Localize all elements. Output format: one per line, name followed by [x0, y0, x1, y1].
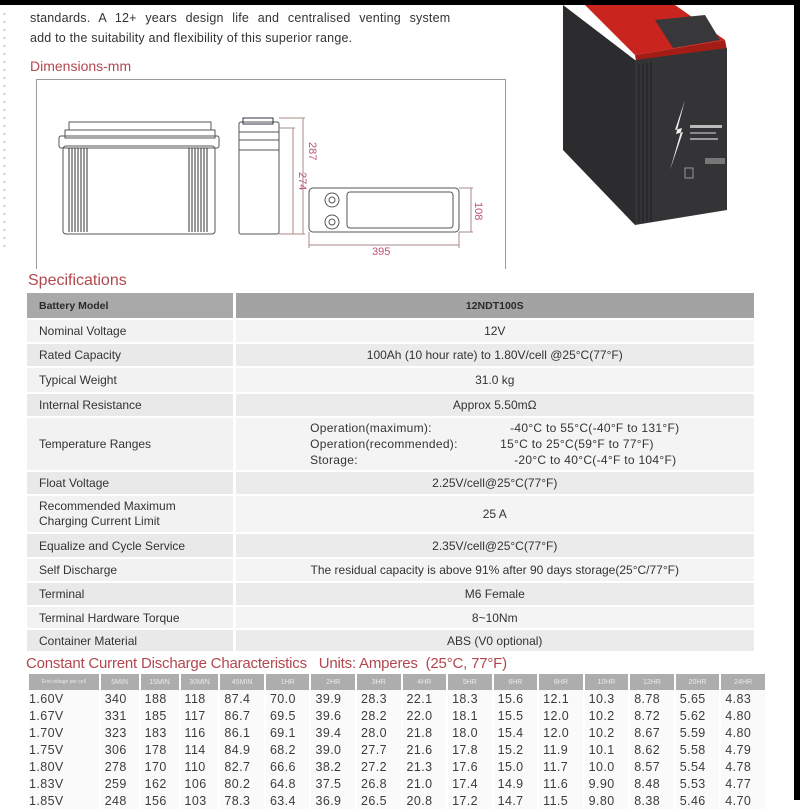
current-cell: 28.2 [357, 707, 401, 724]
spec-row [27, 533, 754, 558]
current-cell: 26.8 [357, 775, 401, 792]
current-cell: 5.59 [676, 724, 720, 741]
end-voltage-cell: 1.75V [29, 741, 99, 758]
spec-label: Internal Resistance [27, 393, 234, 417]
current-cell: 116 [181, 724, 219, 741]
current-cell: 21.3 [403, 758, 447, 775]
discharge-header-cell: 5HR [448, 674, 492, 690]
end-voltage-cell: 1.70V [29, 724, 99, 741]
current-cell: 8.38 [630, 792, 674, 809]
current-cell: 21.8 [403, 724, 447, 741]
current-cell: 26.5 [357, 792, 401, 809]
discharge-header-cell: 24HR [721, 674, 765, 690]
battery-photo [555, 0, 755, 230]
current-cell: 39.4 [311, 724, 355, 741]
current-cell: 12.0 [539, 707, 583, 724]
current-cell: 117 [181, 707, 219, 724]
current-cell: 4.70 [721, 792, 765, 809]
spec-value-temperature [234, 417, 754, 471]
spec-value: Approx 5.50mΩ [234, 393, 754, 417]
temp-line [310, 436, 679, 452]
current-cell: 10.2 [585, 724, 629, 741]
current-cell: 4.80 [721, 724, 765, 741]
discharge-header-cell: 2HR [311, 674, 355, 690]
current-cell: 86.1 [220, 724, 264, 741]
spec-label: Terminal Hardware Torque [27, 606, 234, 629]
current-cell: 15.0 [494, 758, 538, 775]
spec-value: M6 Female [234, 582, 754, 606]
dim-287-label: 287 [306, 142, 318, 161]
current-cell: 80.2 [220, 775, 264, 792]
specifications-table [27, 293, 754, 653]
current-cell: 4.80 [721, 707, 765, 724]
temp-value: -20°C to 40°C(-4°F to 104°F) [514, 453, 677, 467]
spec-value: 31.0 kg [234, 367, 754, 393]
spec-row-temperature [27, 417, 754, 471]
dim-395-label: 395 [372, 246, 391, 258]
current-cell: 106 [181, 775, 219, 792]
current-cell: 8.48 [630, 775, 674, 792]
current-cell: 11.9 [539, 741, 583, 758]
current-cell: 84.9 [220, 741, 264, 758]
current-cell: 14.7 [494, 792, 538, 809]
end-voltage-cell: 1.85V [29, 792, 99, 809]
current-cell: 86.7 [220, 707, 264, 724]
spec-label: Temperature Ranges [27, 417, 234, 471]
current-cell: 22.0 [403, 707, 447, 724]
spec-value: 2.25V/cell@25°C(77°F) [234, 471, 754, 495]
discharge-header-cell: 10HR [585, 674, 629, 690]
current-cell: 68.2 [266, 741, 310, 758]
intro-line-1: standards. A 12+ years design life and centralised venting system [30, 11, 451, 25]
current-cell: 12.1 [539, 690, 583, 707]
spec-label: Nominal Voltage [27, 319, 234, 343]
spec-label: Self Discharge [27, 558, 234, 582]
discharge-row [29, 707, 765, 724]
current-cell: 78.3 [220, 792, 264, 809]
current-cell: 248 [101, 792, 139, 809]
discharge-header-cell: 45MIN [220, 674, 264, 690]
current-cell: 114 [181, 741, 219, 758]
spec-row [27, 629, 754, 652]
current-cell: 5.53 [676, 775, 720, 792]
end-voltage-cell: 1.80V [29, 758, 99, 775]
intro-paragraph [30, 8, 500, 48]
current-cell: 14.9 [494, 775, 538, 792]
spec-value: ABS (V0 optional) [234, 629, 754, 652]
spec-label: Rated Capacity [27, 343, 234, 367]
spec-header-value: 12NDT100S [234, 293, 754, 319]
current-cell: 11.7 [539, 758, 583, 775]
discharge-header-cell: End voltage per cell [29, 674, 99, 690]
current-cell: 306 [101, 741, 139, 758]
current-cell: 39.9 [311, 690, 355, 707]
temperature-ranges [310, 420, 679, 468]
end-voltage-cell: 1.83V [29, 775, 99, 792]
current-cell: 11.6 [539, 775, 583, 792]
current-cell: 4.79 [721, 741, 765, 758]
spec-value: The residual capacity is above 91% after 90 days storage(25°C/77°F) [234, 558, 754, 582]
spec-row [27, 393, 754, 417]
current-cell: 110 [181, 758, 219, 775]
current-cell: 5.62 [676, 707, 720, 724]
current-cell: 18.0 [448, 724, 492, 741]
current-cell: 27.2 [357, 758, 401, 775]
temp-line [310, 420, 679, 436]
discharge-row [29, 690, 765, 707]
temp-value: -40°C to 55°C(-40°F to 131°F) [510, 421, 680, 435]
dimensions-title: Dimensions-mm [30, 58, 132, 74]
spec-label: Recommended Maximum Charging Current Limit [27, 495, 234, 533]
current-cell: 156 [141, 792, 179, 809]
current-cell: 170 [141, 758, 179, 775]
discharge-header-cell: 1HR [266, 674, 310, 690]
spec-value: 2.35V/cell@25°C(77°F) [234, 533, 754, 558]
current-cell: 20.8 [403, 792, 447, 809]
spec-row [27, 606, 754, 629]
current-cell: 259 [101, 775, 139, 792]
dimensions-drawing [36, 79, 506, 269]
current-cell: 178 [141, 741, 179, 758]
current-cell: 118 [181, 690, 219, 707]
current-cell: 323 [101, 724, 139, 741]
spec-header-row [27, 293, 754, 319]
current-cell: 21.0 [403, 775, 447, 792]
battery-dimension-diagram [37, 80, 507, 270]
spec-value: 12V [234, 319, 754, 343]
current-cell: 17.4 [448, 775, 492, 792]
intro-line-2: add to the suitability and flexibility of this superior range. [30, 31, 353, 45]
discharge-header-cell: 15MIN [141, 674, 179, 690]
current-cell: 64.8 [266, 775, 310, 792]
current-cell: 82.7 [220, 758, 264, 775]
temp-value: 15°C to 25°C(59°F to 77°F) [500, 437, 654, 451]
spec-value: 100Ah (10 hour rate) to 1.80V/cell @25°C(77°F) [234, 343, 754, 367]
temp-label: Operation(recommended): [310, 437, 458, 451]
current-cell: 10.3 [585, 690, 629, 707]
current-cell: 103 [181, 792, 219, 809]
current-cell: 18.1 [448, 707, 492, 724]
spec-label: Container Material [27, 629, 234, 652]
current-cell: 17.6 [448, 758, 492, 775]
current-cell: 18.3 [448, 690, 492, 707]
discharge-header-cell: 3HR [357, 674, 401, 690]
current-cell: 39.6 [311, 707, 355, 724]
spec-header-label: Battery Model [27, 293, 234, 319]
spec-row [27, 558, 754, 582]
current-cell: 8.57 [630, 758, 674, 775]
current-cell: 38.2 [311, 758, 355, 775]
spec-row [27, 343, 754, 367]
discharge-header-cell: 6HR [494, 674, 538, 690]
current-cell: 10.0 [585, 758, 629, 775]
current-cell: 183 [141, 724, 179, 741]
discharge-row [29, 792, 765, 809]
current-cell: 9.80 [585, 792, 629, 809]
current-cell: 15.2 [494, 741, 538, 758]
current-cell: 8.72 [630, 707, 674, 724]
current-cell: 37.5 [311, 775, 355, 792]
current-cell: 21.6 [403, 741, 447, 758]
discharge-header-cell: 30MIN [181, 674, 219, 690]
current-cell: 17.8 [448, 741, 492, 758]
current-cell: 10.1 [585, 741, 629, 758]
dim-274-label: 274 [296, 172, 308, 191]
discharge-header-cell: 8HR [539, 674, 583, 690]
discharge-row [29, 724, 765, 741]
current-cell: 4.77 [721, 775, 765, 792]
current-cell: 4.83 [721, 690, 765, 707]
current-cell: 22.1 [403, 690, 447, 707]
discharge-header-cell: 12HR [630, 674, 674, 690]
current-cell: 12.0 [539, 724, 583, 741]
current-cell: 66.6 [266, 758, 310, 775]
current-cell: 15.6 [494, 690, 538, 707]
temp-label: Operation(maximum): [310, 421, 432, 435]
discharge-row [29, 775, 765, 792]
current-cell: 8.78 [630, 690, 674, 707]
current-cell: 28.3 [357, 690, 401, 707]
current-cell: 278 [101, 758, 139, 775]
spec-label: Float Voltage [27, 471, 234, 495]
current-cell: 5.58 [676, 741, 720, 758]
spec-row [27, 471, 754, 495]
current-cell: 87.4 [220, 690, 264, 707]
current-cell: 331 [101, 707, 139, 724]
current-cell: 185 [141, 707, 179, 724]
spec-row [27, 582, 754, 606]
discharge-header-cell: 20HR [676, 674, 720, 690]
current-cell: 69.1 [266, 724, 310, 741]
discharge-header-cell: 4HR [403, 674, 447, 690]
current-cell: 8.67 [630, 724, 674, 741]
spec-row [27, 495, 754, 533]
left-dotted-guide [3, 10, 6, 250]
current-cell: 17.2 [448, 792, 492, 809]
spec-row [27, 367, 754, 393]
current-cell: 10.2 [585, 707, 629, 724]
current-cell: 5.54 [676, 758, 720, 775]
current-cell: 11.5 [539, 792, 583, 809]
temp-line [310, 452, 679, 468]
discharge-title: Constant Current Discharge Characteristics Units: Amperes (25°C, 77°F) [26, 655, 507, 672]
discharge-row [29, 741, 765, 758]
current-cell: 28.0 [357, 724, 401, 741]
current-cell: 39.0 [311, 741, 355, 758]
battery-product-image [555, 0, 755, 230]
dim-108-label: 108 [472, 202, 484, 221]
current-cell: 5.65 [676, 690, 720, 707]
current-cell: 70.0 [266, 690, 310, 707]
end-voltage-cell: 1.67V [29, 707, 99, 724]
discharge-header-row [29, 674, 765, 690]
specifications-title: Specifications [28, 272, 127, 289]
current-cell: 15.5 [494, 707, 538, 724]
current-cell: 340 [101, 690, 139, 707]
current-cell: 9.90 [585, 775, 629, 792]
current-cell: 69.5 [266, 707, 310, 724]
current-cell: 8.62 [630, 741, 674, 758]
current-cell: 63.4 [266, 792, 310, 809]
current-cell: 27.7 [357, 741, 401, 758]
spec-value: 25 A [234, 495, 754, 533]
discharge-header-cell: 5MIN [101, 674, 139, 690]
right-edge-bar [794, 0, 800, 800]
discharge-table [27, 674, 767, 809]
current-cell: 36.9 [311, 792, 355, 809]
spec-label: Equalize and Cycle Service [27, 533, 234, 558]
temp-label: Storage: [310, 453, 358, 467]
spec-value: 8~10Nm [234, 606, 754, 629]
current-cell: 15.4 [494, 724, 538, 741]
current-cell: 5.46 [676, 792, 720, 809]
current-cell: 4.78 [721, 758, 765, 775]
spec-row [27, 319, 754, 343]
discharge-row [29, 758, 765, 775]
current-cell: 188 [141, 690, 179, 707]
spec-label: Typical Weight [27, 367, 234, 393]
current-cell: 162 [141, 775, 179, 792]
end-voltage-cell: 1.60V [29, 690, 99, 707]
spec-label: Terminal [27, 582, 234, 606]
